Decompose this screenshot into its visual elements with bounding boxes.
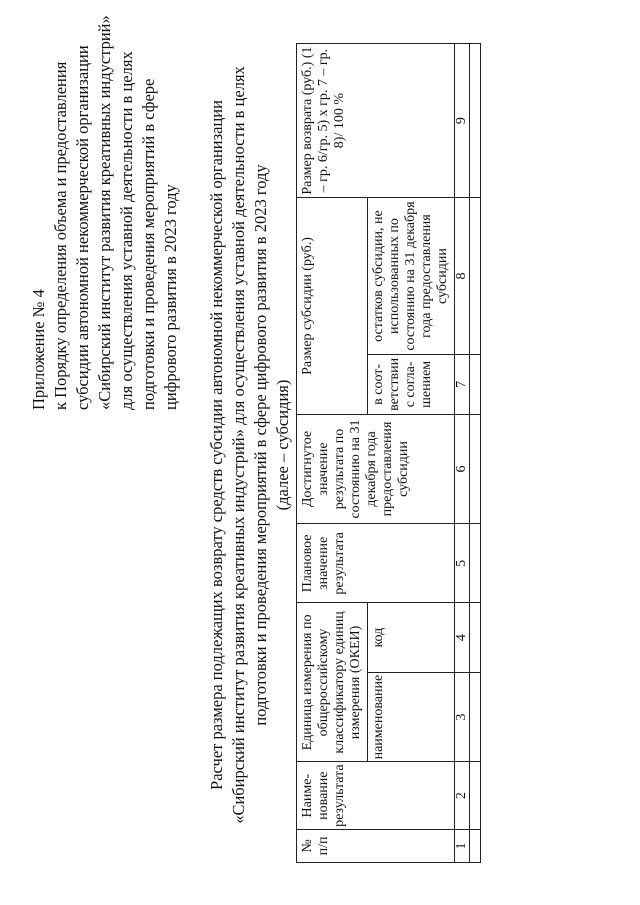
header-unit-group: Единица измерения по общероссийскому классификатору единиц измерения (ОКЕИ): [297, 603, 368, 762]
column-number: 2: [455, 762, 470, 829]
refund-calculation-table: [296, 43, 481, 863]
column-number: 9: [455, 44, 470, 198]
header-subsidy-remainder: остатков субсидии, не использованных по состоянию на 31 декабря года предоставления субсидии: [368, 198, 455, 355]
appendix-line: цифрового развития в 2023 году: [161, 184, 180, 410]
table-cell: [470, 672, 481, 762]
header-achieved: Достигнутое значение результата по состоянию на 31 декабря года предоставления субсидии: [297, 414, 455, 523]
table-cell: [470, 414, 481, 523]
column-number: 3: [455, 672, 470, 762]
appendix-line: Приложение № 4: [29, 289, 48, 410]
appendix-line: к Порядку определения объема и предоставления: [51, 61, 70, 410]
column-number: 8: [455, 198, 470, 355]
column-number: 4: [455, 603, 470, 672]
document-title: [206, 65, 294, 825]
appendix-line: субсидии автономной некоммерческой организации: [73, 45, 92, 410]
table-row: [470, 44, 481, 863]
header-unit-code: код: [368, 603, 455, 672]
header-result-name: Наиме-нование результата: [297, 762, 455, 829]
column-number: 7: [455, 354, 470, 414]
appendix-line: подготовки и проведения мероприятий в сфере: [139, 78, 158, 410]
header-subsidy-group: Размер субсидии (руб.): [297, 198, 368, 415]
table-cell: [470, 524, 481, 603]
column-number: 1: [455, 829, 470, 862]
table-cell: [470, 829, 481, 862]
header-num: № п/п: [297, 829, 455, 862]
title-line: «Сибирский институт развития креативных индустрий» для осуществления уставной деятельности в целях: [229, 66, 248, 824]
title-line: подготовки и проведения мероприятий в сфере цифрового развития в 2023 году: [251, 164, 270, 726]
table-cell: [470, 762, 481, 829]
table-cell: [470, 44, 481, 198]
title-line: (далее – субсидия): [273, 379, 292, 511]
column-number-row: [455, 44, 470, 863]
header-unit-name: наименование: [368, 672, 455, 762]
table-cell: [470, 198, 481, 355]
header-subsidy-agreement: в соот-ветствии с согла-шением: [368, 354, 455, 414]
appendix-header: [28, 10, 182, 410]
header-refund: Размер возврата (руб.) (1 – гр. 6/гр. 5) х гр. 7 – гр. 8)/ 100 %: [297, 44, 455, 198]
column-number: 6: [455, 414, 470, 523]
appendix-line: «Сибирский институт развития креативных индустрий»: [95, 15, 114, 410]
table-cell: [470, 354, 481, 414]
table-header-row: [297, 44, 368, 863]
title-line: Расчет размера подлежащих возврату средств субсидии автономной некоммерческой организации: [207, 100, 226, 790]
table-cell: [470, 603, 481, 672]
header-planned: Плановое значение результата: [297, 524, 455, 603]
column-number: 5: [455, 524, 470, 603]
appendix-line: для осуществления уставной деятельности в целях: [117, 51, 136, 410]
